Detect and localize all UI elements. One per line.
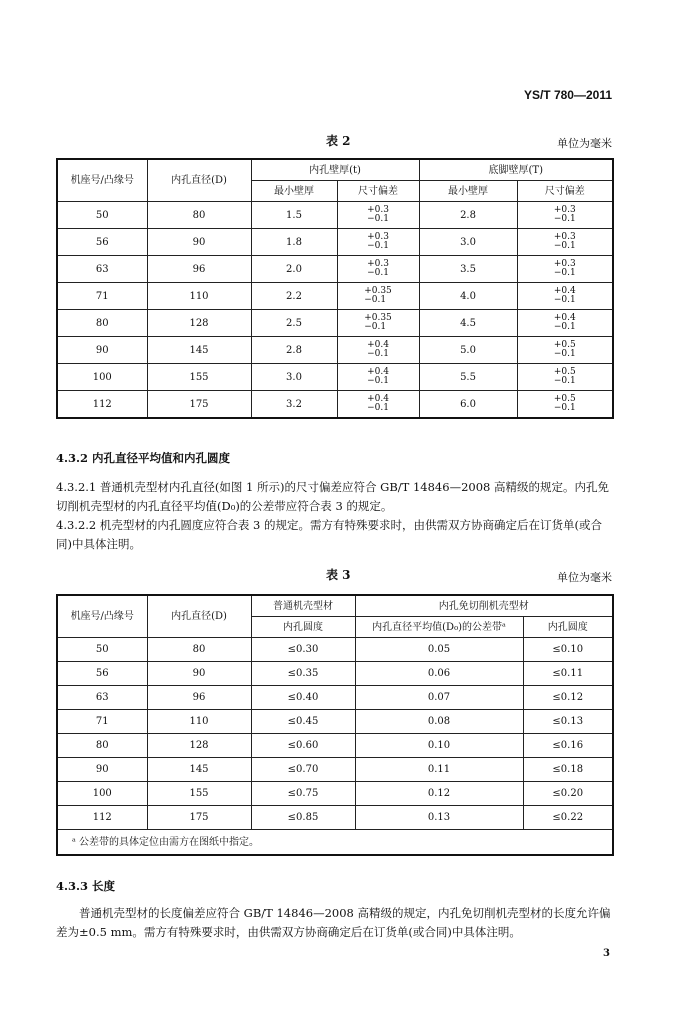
tolerance-lower: −0.1 [364,295,387,305]
cell-diameter: 175 [147,391,251,419]
cell-free-roundness: ≤0.12 [523,686,613,710]
cell-wall-min: 2.0 [251,256,337,283]
tolerance [367,233,389,252]
cell-diameter: 145 [147,758,251,782]
cell-foot-dev [517,283,613,310]
cell-seat: 63 [57,256,147,283]
t2-header-wall-dev: 尺寸偏差 [337,181,419,202]
table2-unit: 单位为毫米 [557,137,612,150]
t3-header-free-avg: 内孔直径平均值(D₀)的公差带ᵃ [355,617,523,638]
cell-wall-dev [337,283,419,310]
tolerance-lower: −0.1 [553,349,576,359]
tolerance-lower: −0.1 [367,268,389,278]
cell-diameter: 110 [147,283,251,310]
tolerance [554,260,576,279]
cell-avg-tolerance: 0.06 [355,662,523,686]
cell-normal-roundness: ≤0.45 [251,710,355,734]
cell-seat: 56 [57,229,147,256]
tolerance-upper: +0.3 [553,204,576,215]
tolerance-lower: −0.1 [553,268,576,278]
t3-header-free-round: 内孔圆度 [523,617,613,638]
table-row [57,364,613,391]
table-row [57,256,613,283]
tolerance-lower: −0.1 [553,295,576,305]
cell-wall-dev [337,256,419,283]
cell-seat: 50 [57,638,147,662]
tolerance-upper: +0.4 [553,285,576,296]
cell-wall-dev [337,229,419,256]
tolerance [364,287,392,306]
cell-free-roundness: ≤0.10 [523,638,613,662]
table-row [57,806,613,830]
cell-foot-dev [517,256,613,283]
cell-free-roundness: ≤0.20 [523,782,613,806]
cell-diameter: 96 [147,686,251,710]
table-row [57,391,613,419]
cell-avg-tolerance: 0.11 [355,758,523,782]
cell-seat: 90 [57,337,147,364]
cell-seat: 50 [57,202,147,229]
t2-header-seat: 机座号/凸缘号 [57,159,147,202]
section-4-3-3-text: 普通机壳型材的长度偏差应符合 GB/T 14846—2008 高精级的规定，内孔免切削机壳型材的长度允许偏差为±0.5 mm。需方有特殊要求时，由供需双方协商确定后在订货单(或合同)中具体注明。 [56,906,611,939]
t2-header-diameter: 内孔直径(D) [147,159,251,202]
cell-seat: 80 [57,734,147,758]
tolerance-upper: +0.35 [364,285,392,296]
cell-foot-min: 3.5 [419,256,517,283]
cell-avg-tolerance: 0.05 [355,638,523,662]
tolerance-lower: −0.1 [553,403,576,413]
table3-unit: 单位为毫米 [557,571,612,584]
cell-diameter: 80 [147,638,251,662]
tolerance-upper: +0.3 [367,231,389,242]
cell-normal-roundness: ≤0.60 [251,734,355,758]
tolerance [554,368,576,387]
cell-diameter: 80 [147,202,251,229]
t2-header-foot-min: 最小壁厚 [419,181,517,202]
cell-normal-roundness: ≤0.35 [251,662,355,686]
cell-seat: 71 [57,710,147,734]
tolerance-lower: −0.1 [367,349,389,359]
cell-wall-min: 2.2 [251,283,337,310]
tolerance [554,287,576,306]
t3-header-normal-b: 内孔圆度 [251,617,355,638]
tolerance-upper: +0.35 [364,312,392,323]
cell-foot-min: 5.0 [419,337,517,364]
cell-foot-min: 2.8 [419,202,517,229]
tolerance-lower: −0.1 [553,322,576,332]
tolerance-upper: +0.3 [367,204,389,215]
tolerance [554,314,576,333]
cell-foot-dev [517,337,613,364]
cell-wall-min: 2.5 [251,310,337,337]
tolerance [554,395,576,414]
cell-diameter: 155 [147,782,251,806]
cell-foot-min: 6.0 [419,391,517,419]
t2-header-wall-min: 最小壁厚 [251,181,337,202]
cell-foot-min: 4.5 [419,310,517,337]
table-row [57,202,613,229]
cell-seat: 90 [57,758,147,782]
cell-foot-min: 4.0 [419,283,517,310]
t2-header-foot-dev: 尺寸偏差 [517,181,613,202]
table-row [57,229,613,256]
table3-body [57,638,613,830]
cell-wall-dev [337,337,419,364]
table-row [57,638,613,662]
table3 [56,594,614,856]
tolerance-upper: +0.3 [367,258,389,269]
tolerance-lower: −0.1 [553,376,576,386]
cell-seat: 100 [57,782,147,806]
tolerance-upper: +0.3 [553,258,576,269]
cell-seat: 63 [57,686,147,710]
cell-seat: 112 [57,806,147,830]
table-row [57,337,613,364]
cell-avg-tolerance: 0.08 [355,710,523,734]
cell-diameter: 128 [147,734,251,758]
cell-avg-tolerance: 0.12 [355,782,523,806]
tolerance-lower: −0.1 [553,214,576,224]
tolerance-lower: −0.1 [364,322,387,332]
cell-wall-min: 3.0 [251,364,337,391]
tolerance [554,233,576,252]
section-4-3-2-2-text: 4.3.2.2 机壳型材的内孔圆度应符合表 3 的规定。需方有特殊要求时，由供需双方协商确定后在订货单(或合同)中具体注明。 [56,518,602,551]
tolerance [367,206,389,225]
cell-diameter: 110 [147,710,251,734]
table-row [57,710,613,734]
t2-header-wall-group: 内孔壁厚(t) [251,159,419,181]
cell-foot-dev [517,391,613,419]
cell-diameter: 90 [147,229,251,256]
cell-normal-roundness: ≤0.30 [251,638,355,662]
tolerance-upper: +0.5 [553,393,576,404]
tolerance [367,341,389,360]
table-row [57,758,613,782]
tolerance-upper: +0.5 [553,366,576,377]
cell-seat: 56 [57,662,147,686]
cell-wall-min: 1.5 [251,202,337,229]
table-row [57,310,613,337]
cell-wall-min: 2.8 [251,337,337,364]
page-number: 3 [603,948,610,959]
cell-foot-min: 5.5 [419,364,517,391]
standard-code: YS/T 780—2011 [523,88,612,102]
t3-header-seat: 机座号/凸缘号 [57,595,147,638]
t3-header-normal-a: 普通机壳型材 [251,595,355,617]
tolerance-lower: −0.1 [367,241,389,251]
cell-wall-dev [337,310,419,337]
table-row [57,686,613,710]
table2-body [57,202,613,419]
section-4-3-2-1-text: 4.3.2.1 普通机壳型材内孔直径(如图 1 所示)的尺寸偏差应符合 GB/T 14846—2008 高精级的规定。内孔免切削机壳型材的内孔直径平均值(D₀)的公差带应符合表 3 的规定。 [56,480,609,513]
cell-foot-dev [517,364,613,391]
tolerance [367,260,389,279]
cell-foot-dev [517,229,613,256]
cell-normal-roundness: ≤0.40 [251,686,355,710]
t3-header-free-group: 内孔免切削机壳型材 [355,595,613,617]
cell-free-roundness: ≤0.18 [523,758,613,782]
table-row [57,662,613,686]
cell-diameter: 145 [147,337,251,364]
cell-free-roundness: ≤0.11 [523,662,613,686]
tolerance-upper: +0.3 [553,231,576,242]
cell-avg-tolerance: 0.13 [355,806,523,830]
cell-foot-dev [517,310,613,337]
tolerance-lower: −0.1 [553,241,576,251]
cell-normal-roundness: ≤0.85 [251,806,355,830]
cell-foot-min: 3.0 [419,229,517,256]
tolerance-lower: −0.1 [367,403,389,413]
cell-diameter: 90 [147,662,251,686]
tolerance-upper: +0.4 [367,339,389,350]
cell-diameter: 175 [147,806,251,830]
table-row [57,782,613,806]
cell-wall-min: 1.8 [251,229,337,256]
tolerance [364,314,392,333]
t3-header-diameter: 内孔直径(D) [147,595,251,638]
tolerance-upper: +0.4 [553,312,576,323]
cell-seat: 80 [57,310,147,337]
tolerance [554,341,576,360]
cell-normal-roundness: ≤0.75 [251,782,355,806]
cell-seat: 100 [57,364,147,391]
cell-seat: 71 [57,283,147,310]
tolerance-upper: +0.5 [553,339,576,350]
tolerance-upper: +0.4 [367,366,389,377]
tolerance [367,368,389,387]
tolerance [367,395,389,414]
tolerance-lower: −0.1 [367,376,389,386]
tolerance-upper: +0.4 [367,393,389,404]
cell-wall-dev [337,364,419,391]
cell-seat: 112 [57,391,147,419]
t2-header-foot-group: 底脚壁厚(T) [419,159,613,181]
table-row [57,283,613,310]
cell-diameter: 128 [147,310,251,337]
tolerance [554,206,576,225]
cell-wall-dev [337,202,419,229]
cell-free-roundness: ≤0.22 [523,806,613,830]
cell-diameter: 96 [147,256,251,283]
cell-wall-min: 3.2 [251,391,337,419]
cell-foot-dev [517,202,613,229]
table2-caption: 表 2 [326,134,351,148]
cell-avg-tolerance: 0.10 [355,734,523,758]
cell-free-roundness: ≤0.13 [523,710,613,734]
table2 [56,158,614,419]
cell-wall-dev [337,391,419,419]
cell-normal-roundness: ≤0.70 [251,758,355,782]
tolerance-lower: −0.1 [367,214,389,224]
cell-free-roundness: ≤0.16 [523,734,613,758]
section-4-3-2-heading: 4.3.2 内孔直径平均值和内孔圆度 [56,451,231,465]
table3-caption: 表 3 [326,568,351,582]
section-4-3-3-heading: 4.3.3 长度 [56,879,116,893]
cell-diameter: 155 [147,364,251,391]
table-row [57,734,613,758]
cell-avg-tolerance: 0.07 [355,686,523,710]
table3-footnote: ᵃ 公差带的具体定位由需方在图纸中指定。 [57,830,613,856]
